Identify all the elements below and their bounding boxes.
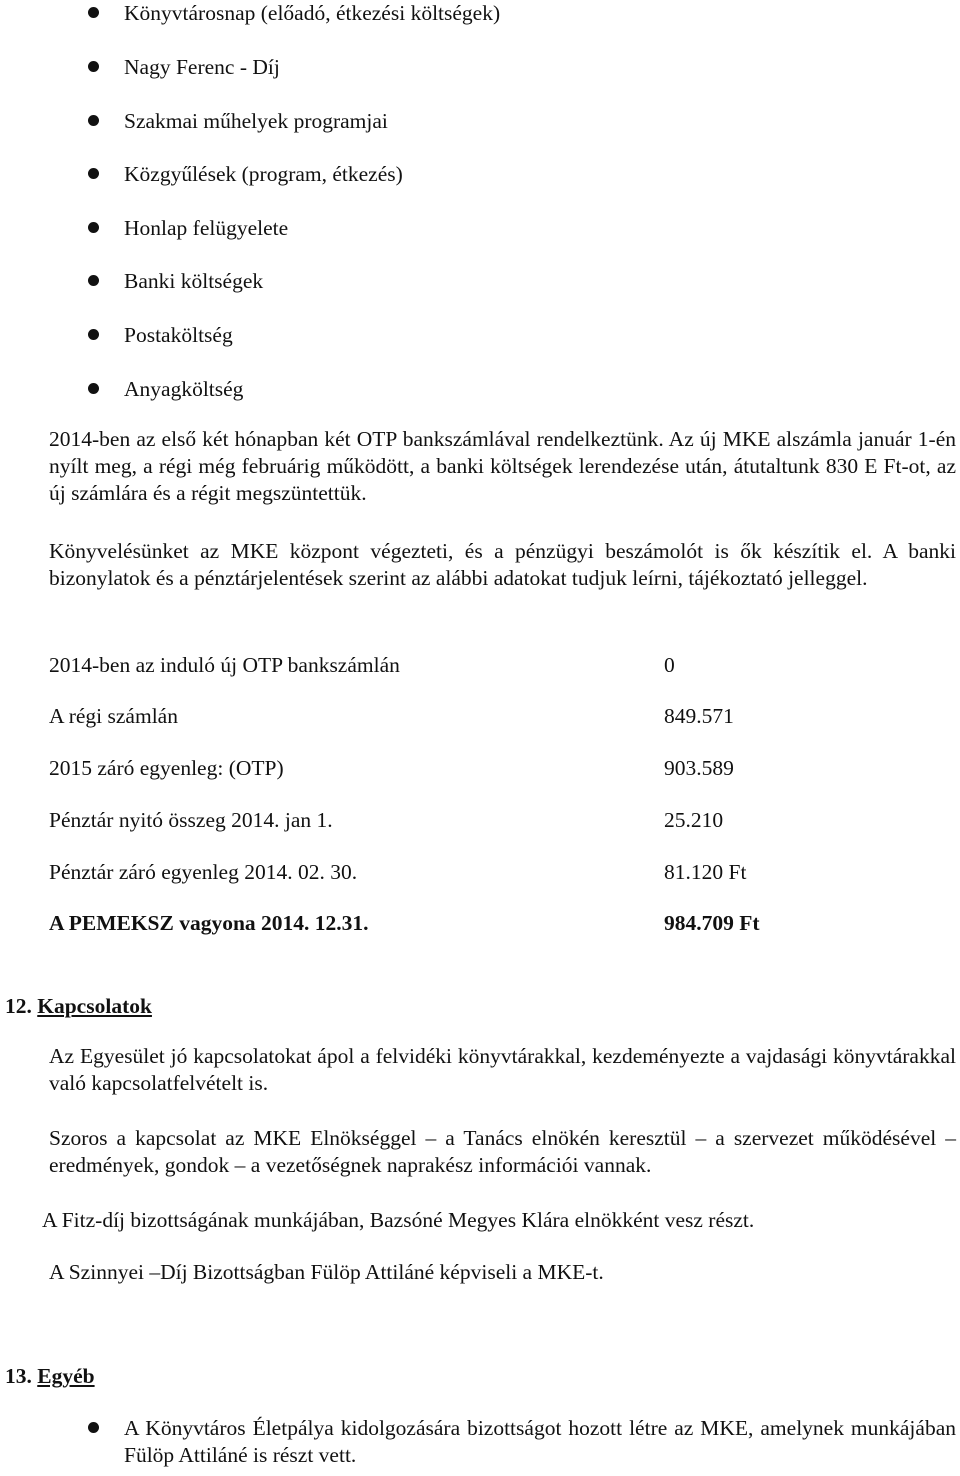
finance-label: 2015 záró egyenleg: (OTP): [49, 756, 284, 780]
section-number: 13.: [5, 1364, 32, 1388]
bullet-icon: [88, 329, 99, 340]
bullet-icon: [88, 222, 99, 233]
list-item: Könyvtárosnap (előadó, étkezési költségek): [124, 1, 501, 25]
finance-label: Pénztár nyitó összeg 2014. jan 1.: [49, 808, 333, 832]
paragraph-relations-3: A Fitz-díj bizottságának munkájában, Bazsóné Megyes Klára elnökként vesz részt.: [42, 1208, 755, 1232]
bullet-icon: [88, 168, 99, 179]
section-12-heading: [5, 993, 152, 1019]
list-item: Honlap felügyelete: [124, 216, 289, 240]
bullet-icon: [88, 61, 99, 72]
finance-value: 0: [664, 653, 675, 677]
list-item: Nagy Ferenc - Díj: [124, 55, 280, 79]
paragraph-bookkeeping: Könyvelésünket az MKE központ végezteti, és a pénzügyi beszámolót is ők készítik el. A banki bizonylatok és a pénztárjelentések szerint az alábbi adatokat tudjuk leírni, tájékoztató jelleggel.: [49, 539, 956, 590]
bullet-icon: [88, 115, 99, 126]
finance-label: Pénztár záró egyenleg 2014. 02. 30.: [49, 860, 358, 884]
finance-total-label: A PEMEKSZ vagyona 2014. 12.31.: [49, 911, 369, 935]
list-item: A Könyvtáros Életpálya kidolgozására bizottságot hozott létre az MKE, amelynek munkájában Fülöp Attiláné is részt vett.: [124, 1416, 956, 1467]
list-item: Postaköltség: [124, 323, 233, 347]
finance-label: A régi számlán: [49, 704, 178, 728]
section-title: Egyéb: [37, 1364, 95, 1388]
paragraph-bank-accounts: 2014-ben az első két hónapban két OTP bankszámlával rendelkeztünk. Az új MKE alszámla január 1-én nyílt meg, a régi még februárig működött, a banki költségek lerendezése után, átutaltunk 830 E Ft-ot, az új számlára és a régit megszüntettük.: [49, 427, 956, 505]
bullet-icon: [88, 383, 99, 394]
finance-total-value: 984.709 Ft: [664, 911, 760, 935]
bullet-icon: [88, 275, 99, 286]
section-number: 12.: [5, 994, 32, 1018]
list-item: Anyagköltség: [124, 377, 244, 401]
finance-value: 81.120 Ft: [664, 860, 747, 884]
paragraph-relations-1: Az Egyesület jó kapcsolatokat ápol a felvidéki könyvtárakkal, kezdeményezte a vajdasági könyvtárakkal való kapcsolatfelvételt is.: [49, 1044, 956, 1095]
list-item: Szakmai műhelyek programjai: [124, 109, 388, 133]
section-title: Kapcsolatok: [37, 994, 152, 1018]
paragraph-relations-4: A Szinnyei –Díj Bizottságban Fülöp Attiláné képviseli a MKE-t.: [49, 1260, 604, 1284]
bullet-icon: [88, 7, 99, 18]
list-item: Banki költségek: [124, 269, 264, 293]
paragraph-relations-2: Szoros a kapcsolat az MKE Elnökséggel – a Tanács elnökén keresztül – a szervezet működésével – eredmények, gondok – a vezetőségnek naprakész információi vannak.: [49, 1126, 956, 1177]
finance-value: 25.210: [664, 808, 724, 832]
finance-value: 903.589: [664, 756, 734, 780]
list-item: Közgyűlések (program, étkezés): [124, 162, 403, 186]
finance-label: 2014-ben az induló új OTP bankszámlán: [49, 653, 400, 677]
bullet-icon: [88, 1422, 99, 1433]
finance-value: 849.571: [664, 704, 734, 728]
section-13-heading: [5, 1363, 95, 1389]
